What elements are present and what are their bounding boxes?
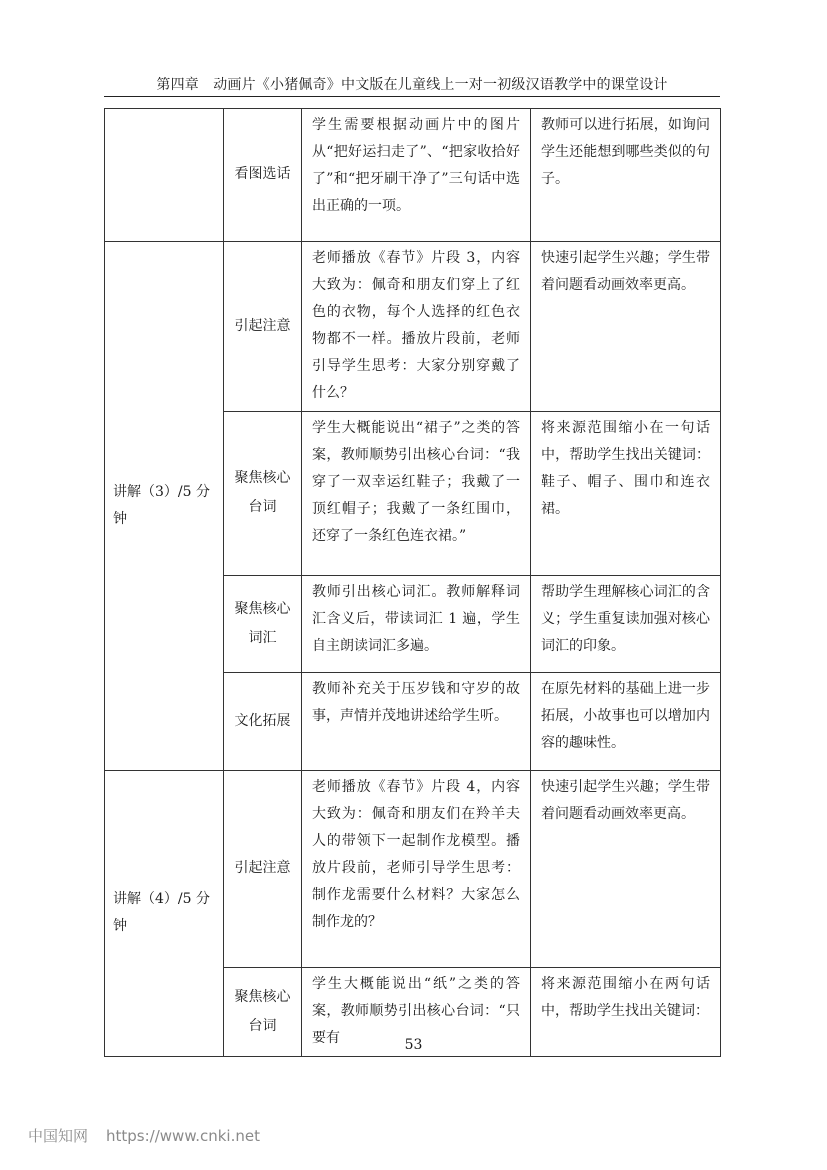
step-cell: 聚焦核心台词 [224, 412, 302, 576]
step-cell: 聚焦核心词汇 [224, 576, 302, 673]
table-row [105, 109, 721, 242]
purpose-cell: 教师可以进行拓展，如询问学生还能想到哪些类似的句子。 [531, 109, 721, 242]
header-divider [104, 96, 720, 97]
purpose-cell: 帮助学生理解核心词汇的含义；学生重复读加强对核心词汇的印象。 [531, 576, 721, 673]
phase-cell [105, 109, 224, 242]
table-row [105, 242, 721, 412]
step-cell: 文化拓展 [224, 673, 302, 771]
phase-cell: 讲解（4）/5 分钟 [105, 771, 224, 1057]
phase-cell: 讲解（3）/5 分钟 [105, 242, 224, 771]
running-header: 第四章 动画片《小猪佩奇》中文版在儿童线上一对一初级汉语教学中的课堂设计 [156, 77, 668, 93]
step-cell: 引起注意 [224, 242, 302, 412]
content-cell: 老师播放《春节》片段 3，内容大致为：佩奇和朋友们穿上了红色的衣物，每个人选择的红色衣物都不一样。播放片段前，老师引导学生思考：大家分别穿戴了什么？ [302, 242, 531, 412]
step-cell: 聚焦核心台词 [224, 968, 302, 1057]
purpose-cell: 快速引起学生兴趣；学生带着问题看动画效率更高。 [531, 242, 721, 412]
purpose-cell: 在原先材料的基础上进一步拓展，小故事也可以增加内容的趣味性。 [531, 673, 721, 771]
step-cell: 引起注意 [224, 771, 302, 968]
content-cell: 学生大概能说出“裙子”之类的答案，教师顺势引出核心台词：“我穿了一双幸运红鞋子；我戴了一顶红帽子；我戴了一条红围巾，还穿了一条红色连衣裙。” [302, 412, 531, 576]
purpose-cell: 快速引起学生兴趣；学生带着问题看动画效率更高。 [531, 771, 721, 968]
content-cell: 学生需要根据动画片中的图片从“把好运扫走了”、“把家收拾好了”和“把牙刷干净了”三句话中选出正确的一项。 [302, 109, 531, 242]
watermark-brand: 中国知网 [28, 1127, 89, 1145]
page-number: 53 [404, 1037, 423, 1053]
content-cell: 学生大概能说出“纸”之类的答案，教师顺势引出核心台词：“只要有 [302, 968, 531, 1057]
cnki-watermark [28, 1125, 260, 1146]
purpose-cell: 将来源范围缩小在一句话中，帮助学生找出关键词：鞋子、帽子、围巾和连衣裙。 [531, 412, 721, 576]
content-cell: 教师引出核心词汇。教师解释词汇含义后，带读词汇 1 遍，学生自主朗读词汇多遍。 [302, 576, 531, 673]
purpose-cell: 将来源范围缩小在两句话中，帮助学生找出关键词： [531, 968, 721, 1057]
content-cell: 教师补充关于压岁钱和守岁的故事，声情并茂地讲述给学生听。 [302, 673, 531, 771]
step-cell: 看图选话 [224, 109, 302, 242]
content-cell: 老师播放《春节》片段 4，内容大致为：佩奇和朋友们在羚羊夫人的带领下一起制作龙模型。播放片段前，老师引导学生思考：制作龙需要什么材料？大家怎么制作龙的？ [302, 771, 531, 968]
watermark-url: https://www.cnki.net [106, 1127, 260, 1145]
lesson-plan-table [104, 108, 721, 1057]
table-row [105, 771, 721, 968]
